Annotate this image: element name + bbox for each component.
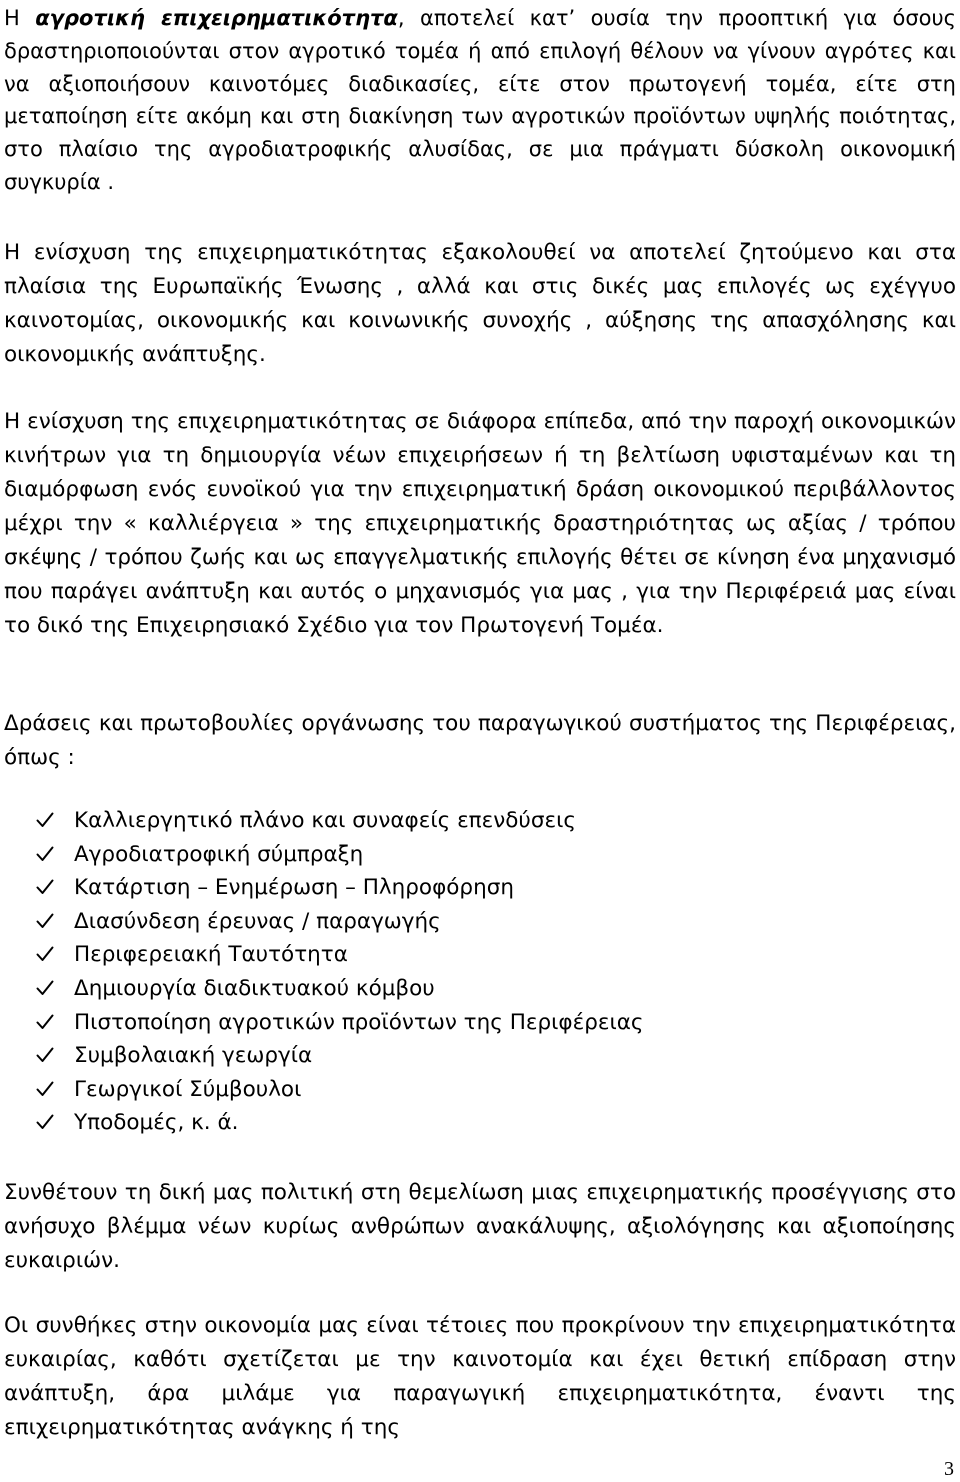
checklist-item — [36, 1073, 956, 1107]
checklist-item-label: Πιστοποίηση αγροτικών προϊόντων της Περιφέρειας — [74, 1009, 644, 1035]
page-number: 3 — [944, 1458, 954, 1480]
check-icon — [36, 980, 54, 996]
check-icon — [36, 913, 54, 929]
intro-text: , αποτελεί κατ’ ουσία την προοπτική για όσους δραστηριοποιούνται στον αγροτικό τομέα ή από επιλογή θέλουν να γίνουν αγρότες και να αξιοποιήσουν καινοτόμες διαδικασίες, είτε στον πρωτογενή τομέα, είτε στη μεταποίηση είτε ακόμη και στη διακίνηση των αγροτικών προϊόντων υψηλής ποιότητας, στο πλαίσιο της αγροδιατροφικής αλυσίδας, σε μια πράγματι δύσκολη οικονομική συγκυρία . — [4, 6, 956, 194]
checklist-item-label: Καλλιεργητικό πλάνο και συναφείς επενδύσεις — [74, 808, 576, 833]
actions-checklist — [4, 804, 956, 1140]
paragraph-economic-conditions: Οι συνθήκες στην οικονομία μας είναι τέτοιες που προκρίνουν την επιχειρηματικότητα ευκαιρίας, καθότι σχετίζεται με την καινοτομία και έχει θετική επίδραση στην ανάπτυξη, άρα μιλάμε για παραγωγική επιχειρηματικότητα, έναντι της επιχειρηματικότητας ανάγκης ή της — [4, 1313, 956, 1440]
check-icon — [36, 946, 54, 962]
paragraph-eu-entrepreneurship: Η ενίσχυση της επιχειρηματικότητας εξακολουθεί να αποτελεί ζητούμενο και στα πλαίσια της Ευρωπαϊκής Ένωσης , αλλά και στις δικές μας επιλογές ως εχέγγυο καινοτομίας, οικονομικής και κοινωνικής συνοχής , αύξησης της απασχόλησης και οικονομικής ανάπτυξης. — [4, 240, 956, 367]
paragraph-strengthening-entrepreneurship: Η ενίσχυση της επιχειρηματικότητας σε διάφορα επίπεδα, από την παροχή οικονομικών κινήτρων για τη δημιουργία νέων επιχειρήσεων ή τη βελτίωση υφισταμένων και τη διαμόρφωση ενός ευνοϊκού για την επιχειρηματική δράση οικονομικού περιβάλλοντος μέχρι την « καλλιέργεια » της επιχειρηματικής δραστηριότητας ως αξίας / τρόπου σκέψης / τρόπου ζωής και ως επαγγελματικής επιλογής θέτει σε κίνηση ένα μηχανισμό που παράγει ανάπτυξη και αυτός ο μηχανισμός για μας , για την Περιφέρειά μας είναι το δικό της Επιχειρησιακό Σχέδιο για τον Πρωτογενή Τομέα. — [4, 409, 956, 638]
checklist-item — [36, 972, 956, 1006]
check-icon — [36, 812, 54, 828]
check-icon — [36, 1047, 54, 1063]
paragraph-policy: Συνθέτουν τη δική μας πολιτική στη θεμελίωση μιας επιχειρηματικής προσέγγισης στο ανήσυχο βλέμμα νέων κυρίως ανθρώπων ανακάλυψης, αξιολόγησης και αξιοποίησης ευκαιριών. — [4, 1180, 956, 1273]
checklist-item — [36, 938, 956, 972]
checklist-item-label: Αγροδιατροφική σύμπραξη — [74, 841, 364, 867]
check-icon — [36, 1081, 54, 1097]
checklist-item-label: Συμβολαιακή γεωργία — [74, 1043, 313, 1069]
intro-paragraph — [4, 2, 956, 199]
checklist-item — [36, 1106, 956, 1140]
check-icon — [36, 1014, 54, 1030]
checklist-item-label: Γεωργικοί Σύμβουλοι — [74, 1076, 302, 1102]
checklist-item-label: Δημιουργία διαδικτυακού κόμβου — [74, 975, 435, 1001]
check-icon — [36, 879, 54, 895]
checklist-item — [36, 804, 956, 838]
checklist-item — [36, 1039, 956, 1073]
checklist-item — [36, 1006, 956, 1040]
intro-lead-term: αγροτική επιχειρηματικότητα — [35, 6, 398, 30]
actions-intro-heading: Δράσεις και πρωτοβουλίες οργάνωσης του παραγωγικού συστήματος της Περιφέρειας, όπως : — [4, 711, 956, 770]
check-icon — [36, 846, 54, 862]
checklist-item-label: Διασύνδεση έρευνας / παραγωγής — [74, 908, 441, 934]
checklist-item-label: Περιφερειακή Ταυτότητα — [74, 942, 348, 968]
checklist-item-label: Υποδομές, κ. ά. — [74, 1110, 239, 1136]
checklist-item-label: Κατάρτιση – Ενημέρωση – Πληροφόρηση — [74, 875, 514, 901]
checklist-item — [36, 871, 956, 905]
checklist-item — [36, 838, 956, 872]
intro-prefix: Η — [4, 6, 36, 30]
check-icon — [36, 1114, 54, 1130]
checklist-item — [36, 905, 956, 939]
